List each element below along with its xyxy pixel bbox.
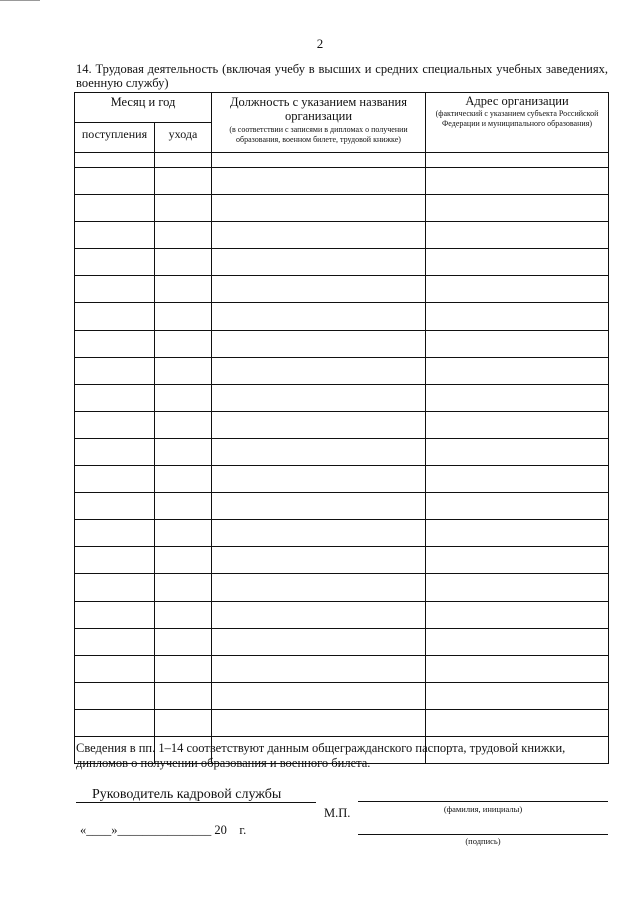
table-cell — [75, 682, 155, 709]
work-history-table — [74, 92, 609, 764]
top-edge-mark — [0, 0, 40, 1]
table-cell — [426, 574, 609, 601]
page-number: 2 — [316, 36, 324, 51]
section-title: 14. Трудовая деятельность (включая учебу в высших и средних специальных учебных заведениях, военную службу) — [76, 62, 608, 90]
table-row — [75, 493, 609, 520]
table-row — [75, 168, 609, 195]
fio-caption: (фамилия, инициалы) — [443, 804, 523, 814]
table-cell — [212, 276, 426, 303]
table-cell — [212, 709, 426, 736]
table-cell — [75, 195, 155, 222]
table-cell — [75, 438, 155, 465]
table-cell — [75, 330, 155, 357]
table-row — [75, 222, 609, 249]
table-cell — [155, 357, 212, 384]
table-row — [75, 466, 609, 493]
position-header-title: Должность с указанием названия организации — [230, 95, 407, 123]
table-cell — [155, 466, 212, 493]
table-cell — [212, 222, 426, 249]
table-cell — [212, 547, 426, 574]
table-cell — [212, 330, 426, 357]
table-cell — [75, 168, 155, 195]
table-cell — [75, 520, 155, 547]
table-cell — [75, 153, 155, 168]
head-of-hr-label: Руководитель кадровой службы — [92, 787, 282, 802]
table-cell — [212, 411, 426, 438]
table-cell — [155, 303, 212, 330]
table-row — [75, 682, 609, 709]
end-header: ухода — [155, 123, 212, 153]
start-header: поступления — [75, 123, 155, 153]
table-cell — [212, 303, 426, 330]
table-cell — [155, 249, 212, 276]
address-header — [426, 93, 609, 153]
table-cell — [212, 574, 426, 601]
table-cell — [426, 249, 609, 276]
table-cell — [212, 195, 426, 222]
table-cell — [426, 357, 609, 384]
table-cell — [212, 153, 426, 168]
table-row — [75, 709, 609, 736]
table-row — [75, 520, 609, 547]
table-row — [75, 438, 609, 465]
address-header-title: Адрес организации — [465, 94, 569, 108]
table-row — [75, 303, 609, 330]
table-row — [75, 249, 609, 276]
table-cell — [155, 195, 212, 222]
table-cell — [155, 438, 212, 465]
table-cell — [75, 276, 155, 303]
table-cell — [426, 601, 609, 628]
head-of-hr-line — [76, 802, 316, 803]
position-header-note: (в соответствии с записями в дипломах о получении образования, военном билете, трудовой книжке) — [229, 125, 408, 144]
table-row — [75, 601, 609, 628]
table-cell — [75, 411, 155, 438]
table-cell — [426, 303, 609, 330]
table-cell — [426, 195, 609, 222]
table-row — [75, 574, 609, 601]
table-cell — [155, 330, 212, 357]
table-cell — [426, 438, 609, 465]
table-cell — [75, 601, 155, 628]
table-cell — [155, 547, 212, 574]
table-cell — [155, 276, 212, 303]
table-row — [75, 357, 609, 384]
table-cell — [426, 682, 609, 709]
table-cell — [75, 466, 155, 493]
table-cell — [426, 153, 609, 168]
table-cell — [75, 303, 155, 330]
table-cell — [212, 384, 426, 411]
table-cell — [75, 709, 155, 736]
table-row — [75, 330, 609, 357]
table-row — [75, 411, 609, 438]
table-cell — [212, 438, 426, 465]
table-cell — [426, 547, 609, 574]
table-cell — [426, 222, 609, 249]
table-row — [75, 195, 609, 222]
signature-caption: (подпись) — [465, 836, 501, 846]
table-cell — [212, 520, 426, 547]
table-cell — [155, 520, 212, 547]
table-cell — [155, 574, 212, 601]
table-cell — [426, 655, 609, 682]
table-cell — [426, 628, 609, 655]
table-cell — [426, 168, 609, 195]
table-cell — [155, 384, 212, 411]
table-row — [75, 153, 609, 168]
month-year-header: Месяц и год — [75, 93, 212, 123]
table-row — [75, 655, 609, 682]
address-header-note: (фактический с указанием субъекта Российской Федерации и муниципального образования) — [435, 109, 599, 128]
table-body — [75, 153, 609, 764]
table-cell — [75, 384, 155, 411]
table-cell — [212, 249, 426, 276]
table-cell — [75, 357, 155, 384]
table-cell — [426, 520, 609, 547]
table-cell — [426, 466, 609, 493]
table-cell — [155, 709, 212, 736]
stamp-label: М.П. — [324, 806, 351, 820]
table-cell — [75, 547, 155, 574]
date-line: «____»_______________ 20 г. — [80, 823, 247, 837]
table-cell — [155, 628, 212, 655]
table-row — [75, 384, 609, 411]
table-cell — [75, 574, 155, 601]
table-row — [75, 547, 609, 574]
table-cell — [75, 493, 155, 520]
table-cell — [212, 493, 426, 520]
table-cell — [75, 222, 155, 249]
table-cell — [426, 384, 609, 411]
table-cell — [155, 411, 212, 438]
table-cell — [155, 493, 212, 520]
table-cell — [155, 655, 212, 682]
table-cell — [426, 330, 609, 357]
table-cell — [426, 411, 609, 438]
table-cell — [212, 628, 426, 655]
table-cell — [75, 628, 155, 655]
table-cell — [212, 466, 426, 493]
fio-line — [358, 801, 608, 802]
table-cell — [155, 682, 212, 709]
table-cell — [155, 153, 212, 168]
table-cell — [75, 655, 155, 682]
footer-note: Сведения в пп. 1–14 соответствуют данным общегражданского паспорта, трудовой книжки, дипломов о получении образования и военного билета. — [76, 741, 566, 770]
table-cell — [426, 276, 609, 303]
table-cell — [426, 709, 609, 736]
table-cell — [212, 682, 426, 709]
table-cell — [155, 222, 212, 249]
table-row — [75, 628, 609, 655]
table-cell — [75, 249, 155, 276]
table-row — [75, 276, 609, 303]
position-header — [212, 93, 426, 153]
table-cell — [212, 655, 426, 682]
table-cell — [155, 601, 212, 628]
table-cell — [155, 168, 212, 195]
table-cell — [212, 357, 426, 384]
table-cell — [212, 168, 426, 195]
table-cell — [426, 493, 609, 520]
table-cell — [212, 601, 426, 628]
signature-line — [358, 834, 608, 835]
